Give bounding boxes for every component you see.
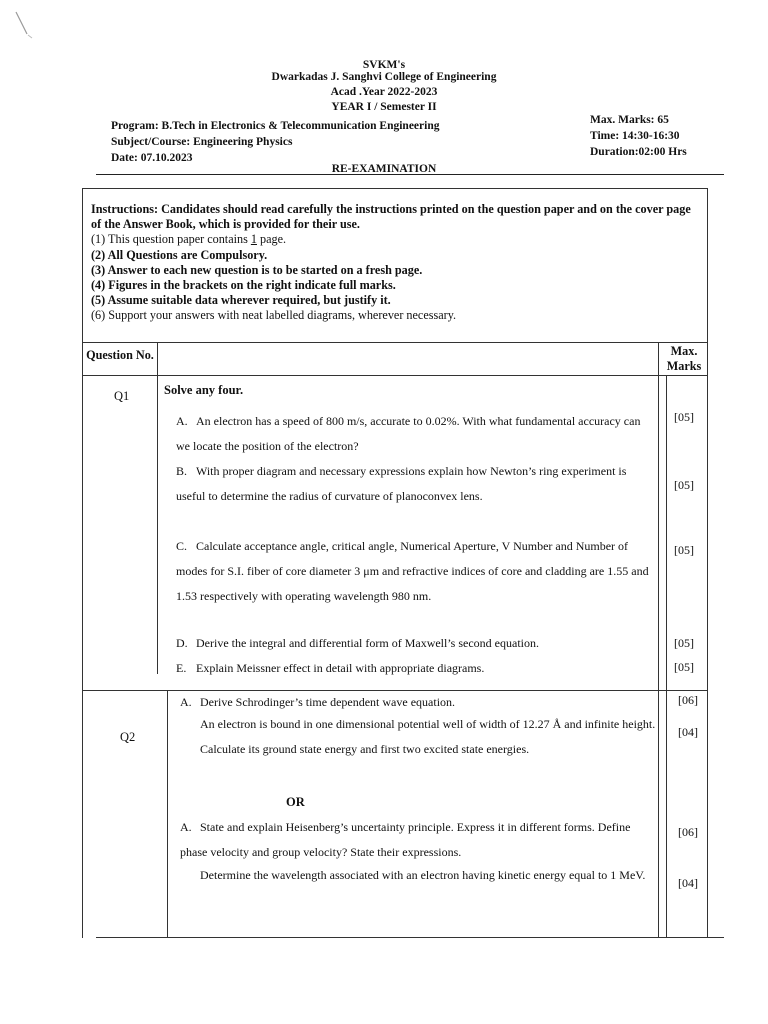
q1-item-a-marks: [05] <box>674 410 694 424</box>
exam-date: Date: 07.10.2023 <box>111 152 193 164</box>
q2-part-b1 <box>200 712 658 762</box>
instruction-1-post: page. <box>256 232 287 247</box>
q2-part-b2 <box>200 863 658 888</box>
exam-details-right <box>590 112 687 160</box>
q1-item-b-label: B. <box>176 464 188 478</box>
year-semester: YEAR I / Semester II <box>331 101 437 113</box>
subject: Subject/Course: Engineering Physics <box>111 136 293 148</box>
exam-type: RE-EXAMINATION <box>331 163 437 175</box>
table-divider-marks <box>658 342 659 938</box>
instructions-box <box>82 188 708 343</box>
q1-item-e-marks: [05] <box>674 660 694 674</box>
q1-item-e <box>176 656 652 681</box>
q1-item-c-label: C. <box>176 539 188 553</box>
q2-part-b1-marks: [04] <box>678 725 698 739</box>
table-divider-marks-inner <box>666 375 667 938</box>
q2-part-a2-marks: [06] <box>678 825 698 839</box>
q1-item-e-text: Explain Meissner effect in detail with appropriate diagrams. <box>196 661 485 675</box>
q1-item-b-marks: [05] <box>674 478 694 492</box>
instruction-2: (2) All Questions are Compulsory. <box>91 247 268 262</box>
q1-item-c-marks: [05] <box>674 543 694 557</box>
q1-item-a <box>176 409 646 459</box>
q1-item-d-marks: [05] <box>674 636 694 650</box>
acad-year: Acad .Year 2022-2023 <box>330 86 438 98</box>
instruction-1 <box>91 232 699 247</box>
page-count: 1 <box>250 232 257 247</box>
instruction-1-pre: (1) This question paper contains <box>91 232 251 247</box>
header-rule <box>96 174 724 175</box>
q1-item-d <box>176 631 652 656</box>
question-number-q2: Q2 <box>120 730 136 744</box>
table-bottom-rule <box>96 937 724 938</box>
q2-part-a1-text: Derive Schrodinger’s time dependent wave equation. <box>200 695 456 709</box>
or-separator: OR <box>286 795 305 809</box>
q1-instruction: Solve any four. <box>164 383 244 397</box>
q1-item-a-label: A. <box>176 414 188 428</box>
q1-item-d-label: D. <box>176 636 188 650</box>
q2-part-a1-label: A. <box>180 695 192 709</box>
q1-item-a-text: An electron has a speed of 800 m/s, accurate to 0.02%. With what fundamental accuracy can we locate the position of the electron? <box>176 414 641 453</box>
table-divider-qno-q1 <box>157 342 158 674</box>
q2-part-b2-text: Determine the wavelength associated with an electron having kinetic energy equal to 1 MeV. <box>200 868 646 882</box>
q2-part-a2-label: A. <box>180 820 192 834</box>
exam-details-left <box>111 118 440 166</box>
exam-duration: Duration:02:00 Hrs <box>590 146 687 158</box>
scan-mark <box>14 10 36 40</box>
q1-item-b <box>176 459 652 509</box>
q2-part-b2-marks: [04] <box>678 876 698 890</box>
q1-item-d-text: Derive the integral and differential form of Maxwell’s second equation. <box>196 636 539 650</box>
college-name: Dwarkadas J. Sanghvi College of Engineering <box>271 71 497 83</box>
instructions-intro: Instructions: Candidates should read carefully the instructions printed on the question paper and on the cover page of the Answer Book, which is provided for their use. <box>91 202 691 232</box>
instruction-3: (3) Answer to each new question is to be started on a fresh page. <box>91 262 423 277</box>
institute-short: SVKM's <box>362 59 406 71</box>
table-divider-qno-q2 <box>167 690 168 938</box>
q1-item-b-text: With proper diagram and necessary expressions explain how Newton’s ring experiment is useful to determine the radius of curvature of planoconvex lens. <box>176 464 627 503</box>
q2-part-a2 <box>180 815 658 865</box>
exam-time: Time: 14:30-16:30 <box>590 130 680 142</box>
q2-part-a1-marks: [06] <box>678 693 698 707</box>
q1-item-e-label: E. <box>176 661 187 675</box>
instruction-4: (4) Figures in the brackets on the right indicate full marks. <box>91 278 396 293</box>
col-header-question: Question No. <box>86 348 154 362</box>
q2-part-a2-text: State and explain Heisenberg’s uncertainty principle. Express it in different forms. Define phase velocity and group velocity? State their expressions. <box>180 820 631 859</box>
q1-item-c <box>176 534 652 609</box>
col-header-marks: Max. Marks <box>666 344 702 373</box>
q1-item-c-text: Calculate acceptance angle, critical angle, Numerical Aperture, V Number and Number of modes for S.I. fiber of core diameter 3 μm and refractive indices of core and cladding are 1.55 and 1.53 respectively with operating wavelength 980 nm. <box>176 539 649 603</box>
max-marks: Max. Marks: 65 <box>590 114 669 126</box>
question-number-q1: Q1 <box>114 389 130 403</box>
instruction-6: (6) Support your answers with neat labelled diagrams, wherever necessary. <box>91 308 457 323</box>
table-header-rule <box>82 375 708 376</box>
q2-part-b1-text: An electron is bound in one dimensional potential well of width of 12.27 Å and infinite height. Calculate its ground state energy and first two excited state energies. <box>200 717 656 756</box>
instruction-5: (5) Assume suitable data wherever required, but justify it. <box>91 293 391 308</box>
program: Program: B.Tech in Electronics & Telecommunication Engineering <box>111 120 440 132</box>
